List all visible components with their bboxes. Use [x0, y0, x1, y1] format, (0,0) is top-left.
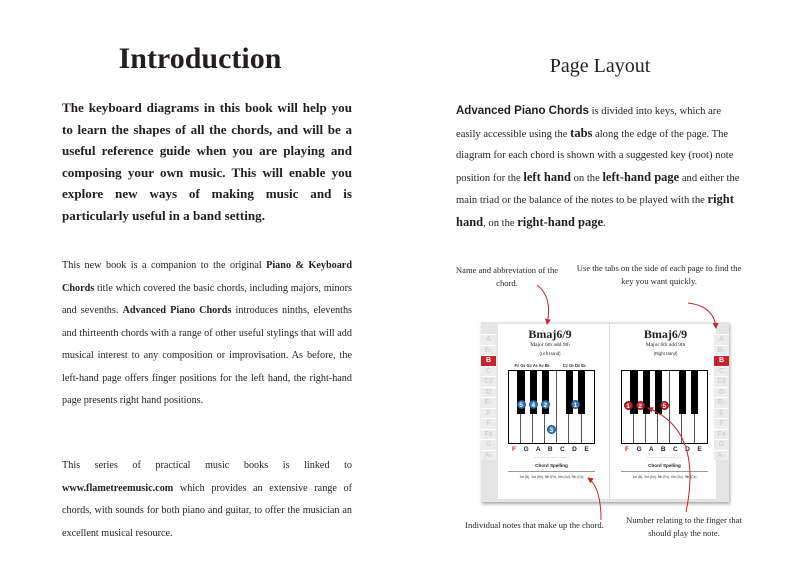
black-key-label: C♯ D♭ [562, 363, 575, 368]
finger-number-dot: 4 [529, 400, 538, 409]
key-tab-Csharp[interactable]: C♯ [481, 376, 496, 387]
note-name: A [648, 446, 654, 453]
text-run: , on the [483, 217, 518, 229]
hand-label-right: (Right Hand) [653, 351, 678, 356]
key-tab-E[interactable]: E [714, 408, 729, 419]
octave-legend-left: — — — — — — — — — — — [533, 456, 570, 459]
text-run: on the [570, 172, 603, 184]
page-title-page-layout: Page Layout [549, 55, 651, 77]
chord-sub-left: Major 6th add 9th [530, 342, 570, 348]
text-run: which provides an extensive range of chords, with sounds for both piano and guitar, to offer the musician an excellent musical resource. [62, 482, 352, 539]
text-run: title which covered the basic chords, including majors, minors and sevenths. [62, 282, 352, 316]
note-name: F [625, 446, 630, 453]
callout-chord-name: Name and abbreviation of the chord. [455, 265, 559, 288]
black-key-label: A♯ B♭ [538, 363, 550, 368]
key-tab-D[interactable]: D [481, 387, 496, 398]
key-tab-C[interactable]: C [481, 366, 496, 377]
key-tab-F[interactable]: F [714, 418, 729, 429]
key-tab-F[interactable]: F [481, 418, 496, 429]
keyword-right-hand: right hand [456, 192, 734, 229]
text-run: This series of practical music books is linked to [62, 460, 352, 471]
finger-number-dot: 5 [660, 401, 669, 410]
note-name: G [636, 446, 642, 453]
key-tab-G[interactable]: G [481, 439, 496, 450]
callout-tabs: Use the tabs on the side of each page to find the key you want quickly. [576, 263, 742, 286]
arrow-to-finger [648, 408, 690, 512]
intro-paragraph: The keyboard diagrams in this book will help you to learn the shapes of all the chords, and will be a useful reference guide when you are playing and composing your own music. This will enable you explore new ways of making music and is particularly useful in a band setting. [62, 100, 352, 223]
finger-number-dot: 2 [636, 401, 645, 410]
spelling-title-right: Chord Spelling [648, 463, 681, 468]
note-name: D [685, 446, 690, 453]
book-title-piano-keyboard-chords: Piano & Keyboard Chords [62, 260, 352, 294]
key-tab-E[interactable]: E [481, 408, 496, 419]
finger-number-dot: 2 [541, 400, 550, 409]
key-tab-Aflat[interactable]: A♭ [481, 450, 496, 461]
hand-label-left: (Left Hand) [539, 351, 561, 356]
chord-name-left: Bmaj6/9 [528, 327, 572, 341]
website-link[interactable]: www.flametreemusic.com [62, 482, 174, 494]
black-key-label: F♯ G♭ [514, 363, 526, 368]
book-title-advanced-piano-chords: Advanced Piano Chords [122, 305, 232, 316]
note-name: C [673, 446, 678, 453]
note-name: B [660, 446, 666, 453]
note-name: G [523, 446, 529, 453]
keyword-right-hand-page: right-hand page [517, 214, 604, 229]
text-run: . [603, 217, 606, 229]
spelling-left: 1st (B), 3rd (D♯), 5th (F♯), 6th (G♯), 9th (C♯) [508, 471, 595, 479]
key-tab-Eflat[interactable]: E♭ [714, 397, 729, 408]
key-tab-Fsharp[interactable]: F♯ [481, 429, 496, 440]
key-tab-Csharp[interactable]: C♯ [714, 376, 729, 387]
arrow-to-chord-name [537, 285, 549, 324]
text-run: is divided into keys, which are easily accessible using the [456, 106, 722, 140]
callout-notes: Individual notes that make up the chord. [465, 520, 604, 530]
text-run: and either the main triad or the balance of the notes to be played with the [456, 172, 740, 206]
key-tab-Bflat[interactable]: B♭ [714, 345, 729, 356]
arrow-to-tabs [688, 303, 716, 328]
keyword-book-title: Advanced Piano Chords [456, 105, 589, 117]
key-tab-Eflat[interactable]: E♭ [481, 397, 496, 408]
key-tab-Aflat[interactable]: A♭ [714, 450, 729, 461]
black-key-label: G♯ A♭ [526, 363, 538, 368]
spelling-title-left: Chord Spelling [535, 463, 568, 468]
finger-number-dot: 1 [571, 400, 580, 409]
finger-number-dot: 1 [624, 401, 633, 410]
note-name: D [572, 446, 577, 453]
key-tab-B[interactable]: B [714, 355, 729, 366]
note-name: E [697, 446, 702, 453]
note-name: E [584, 446, 589, 453]
text-run: along the edge of the page. The diagram for each chord is shown with a suggested key (root) note position for the [456, 128, 734, 184]
chord-sub-right: Major 6th add 9th [645, 342, 686, 348]
keyword-left-hand-page: left-hand page [602, 169, 680, 184]
finger-number-dot: 3 [547, 425, 556, 434]
key-tab-C[interactable]: C [714, 366, 729, 377]
chord-name-right: Bmaj6/9 [643, 327, 688, 341]
callout-finger: Number relating to the finger that should play the note. [626, 515, 742, 538]
octave-legend-right: — — — — — — — — — — — [646, 456, 683, 459]
key-tab-Fsharp[interactable]: F♯ [714, 429, 729, 440]
keyword-left-hand: left hand [523, 169, 571, 184]
arrow-to-notes [588, 478, 601, 520]
key-tab-D[interactable]: D [714, 387, 729, 398]
finger-number-dot: 5 [517, 400, 526, 409]
note-name: B [547, 446, 553, 453]
spelling-right: 1st (B), 3rd (D♯), 5th (F♯), 6th (G♯), 9th (C♯) [621, 471, 708, 479]
text-run: This new book is a companion to the original [62, 260, 267, 271]
note-name: A [535, 446, 541, 453]
page-title-introduction: Introduction [118, 42, 282, 75]
key-tab-Bflat[interactable]: B♭ [481, 345, 496, 356]
key-tab-B[interactable]: B [481, 355, 496, 366]
key-tab-G[interactable]: G [714, 439, 729, 450]
keyword-tabs: tabs [570, 125, 593, 140]
note-name: F [512, 446, 517, 453]
key-tab-A[interactable]: A [714, 334, 729, 345]
black-key-label: D♯ E♭ [574, 363, 587, 368]
text-run: introduces ninths, elevenths and thirteenth chords with a range of other useful stylings that will add musical interest to any composition or improvisation. As before, the left-hand page offers finger positions for the left hand, the right-hand page presents right hand positions. [62, 305, 353, 406]
key-tab-A[interactable]: A [481, 334, 496, 345]
note-name: C [560, 446, 565, 453]
